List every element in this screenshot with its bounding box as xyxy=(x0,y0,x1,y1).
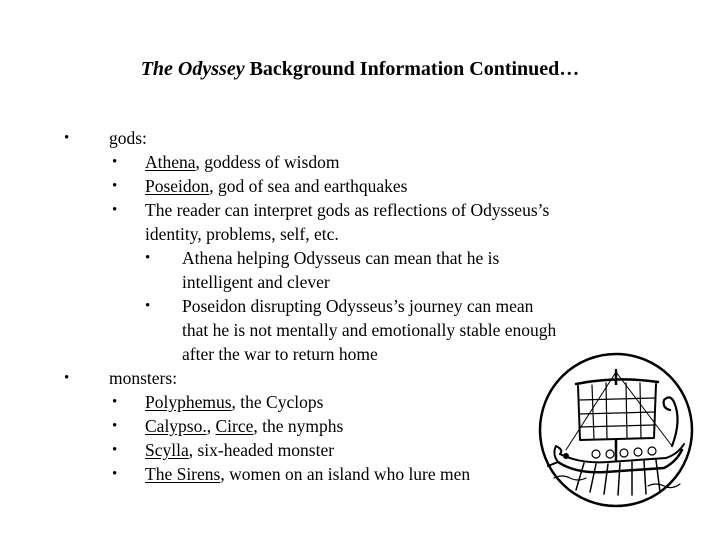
athena-sub-line-2: intelligent and clever xyxy=(182,272,330,292)
bullet-icon: • xyxy=(112,154,118,170)
circe-link[interactable]: Circe xyxy=(215,416,254,436)
bullet-icon: • xyxy=(64,130,70,146)
bullet-icon: • xyxy=(145,298,151,314)
bullet-icon: • xyxy=(112,178,118,194)
sirens-link[interactable]: The Sirens xyxy=(145,464,221,484)
poseidon-sub-line-2: that he is not mentally and emotionally stable enough xyxy=(182,320,557,340)
slide-title xyxy=(0,58,720,81)
greek-ship-illustration xyxy=(536,350,696,510)
athena-link[interactable]: Athena xyxy=(145,152,196,172)
list-item-scylla: Scylla, six-headed monster xyxy=(145,440,335,460)
poseidon-link[interactable]: Poseidon xyxy=(145,176,210,196)
scylla-link[interactable]: Scylla xyxy=(145,440,189,460)
bullet-icon: • xyxy=(64,370,70,386)
gods-heading: gods: xyxy=(109,128,147,148)
title-rest: Background Information Continued… xyxy=(244,58,580,80)
calypso-link[interactable]: Calypso. xyxy=(145,416,207,436)
list-item-polyphemus: Polyphemus, the Cyclops xyxy=(145,392,324,412)
interpret-line-2: identity, problems, self, etc. xyxy=(145,224,339,244)
interpret-line-1: The reader can interpret gods as reflections of Odysseus’s xyxy=(145,200,550,220)
list-item-nymphs: Calypso., Circe, the nymphs xyxy=(145,416,344,436)
polyphemus-link[interactable]: Polyphemus xyxy=(145,392,232,412)
bullet-icon: • xyxy=(112,442,118,458)
title-italic: The Odyssey xyxy=(140,58,245,80)
athena-sub-line-1: Athena helping Odysseus can mean that he is xyxy=(182,248,500,268)
list-item-athena: Athena, goddess of wisdom xyxy=(145,152,340,172)
bullet-icon: • xyxy=(112,466,118,482)
poseidon-sub-line-3: after the war to return home xyxy=(182,344,378,364)
poseidon-sub-line-1: Poseidon disrupting Odysseus’s journey can mean xyxy=(182,296,534,316)
bullet-icon: • xyxy=(112,418,118,434)
bullet-icon: • xyxy=(145,250,151,266)
monsters-heading: monsters: xyxy=(109,368,178,388)
list-item-poseidon: Poseidon, god of sea and earthquakes xyxy=(145,176,408,196)
list-item-sirens: The Sirens, women on an island who lure men xyxy=(145,464,471,484)
bullet-icon: • xyxy=(112,394,118,410)
bullet-icon: • xyxy=(112,202,118,218)
